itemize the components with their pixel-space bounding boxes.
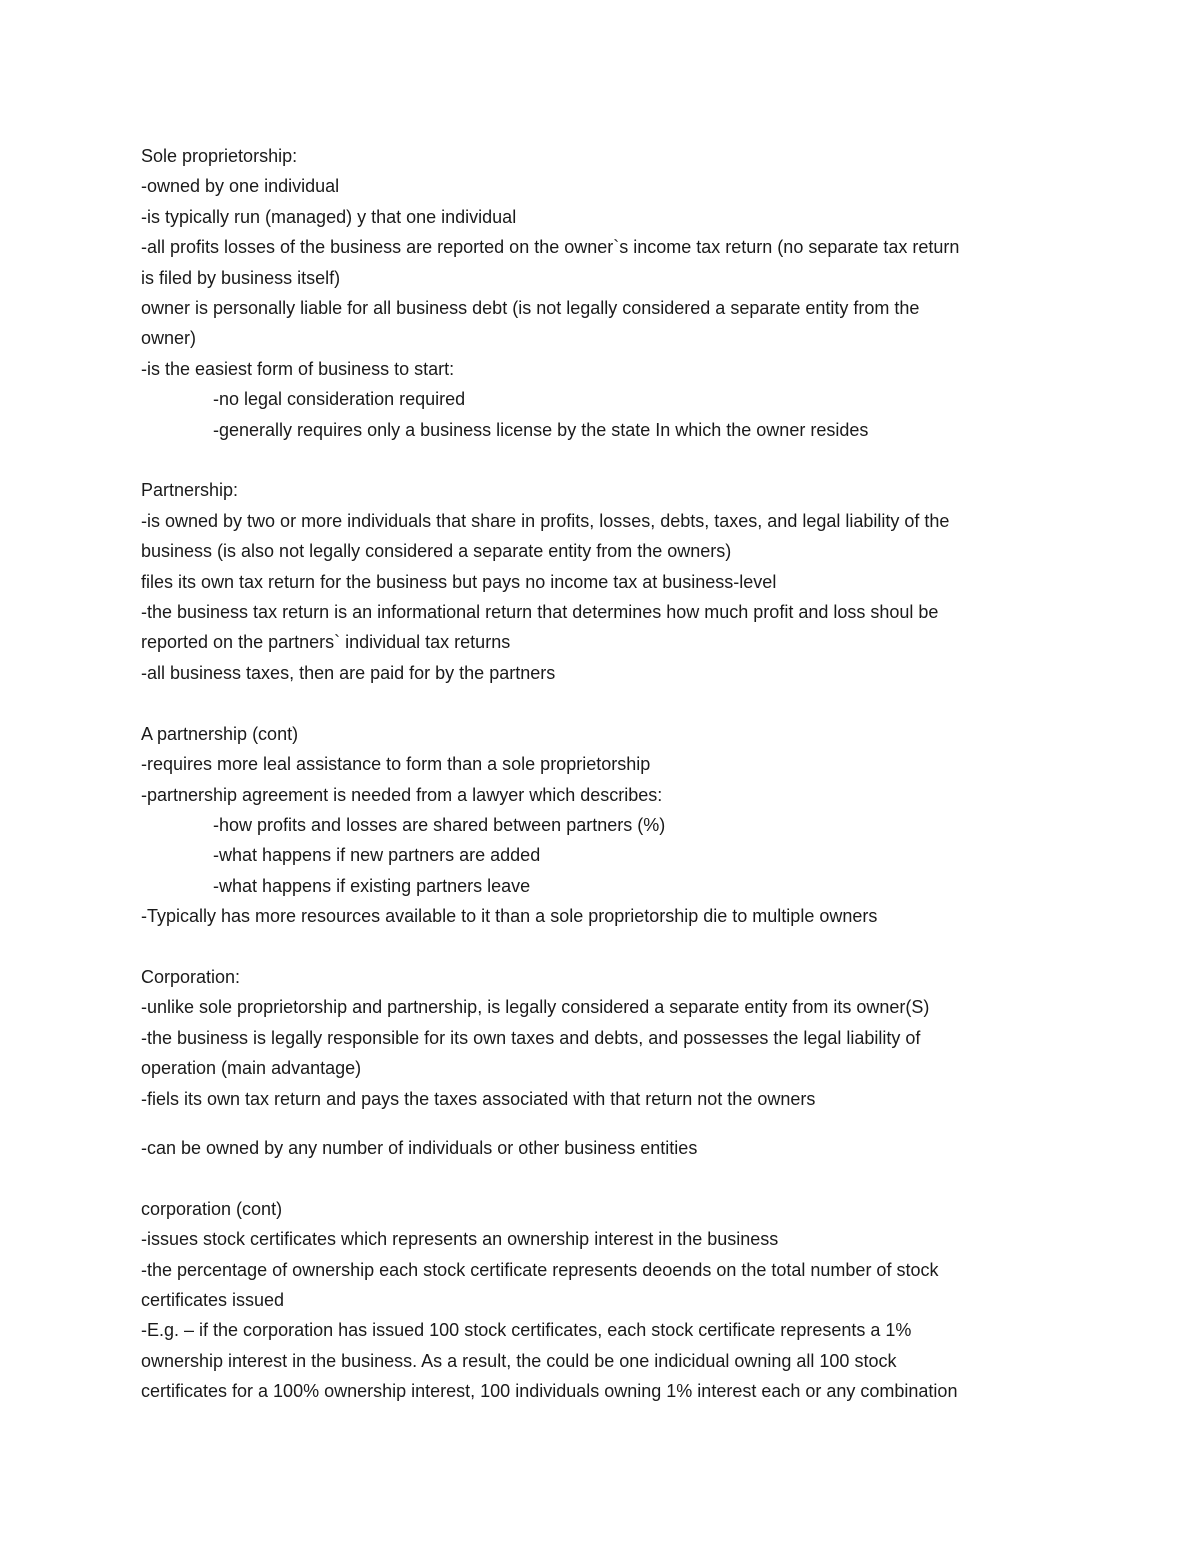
text-line: -E.g. – if the corporation has issued 100 stock certificates, each stock certificate represents a 1% <box>141 1320 912 1341</box>
text-line: operation (main advantage) <box>141 1058 362 1079</box>
text-line: -issues stock certificates which represents an ownership interest in the business <box>141 1229 779 1250</box>
indented-text-line: -what happens if new partners are added <box>213 845 541 866</box>
document-body <box>141 141 1061 1407</box>
indented-text-line: -what happens if existing partners leave <box>213 875 531 896</box>
text-line: -fiels its own tax return and pays the taxes associated with that return not the owners <box>141 1088 816 1109</box>
text-line: -requires more leal assistance to form than a sole proprietorship <box>141 754 651 775</box>
text-line: business (is also not legally considered a separate entity from the owners) <box>141 541 732 562</box>
text-line: reported on the partners` individual tax returns <box>141 632 511 653</box>
paragraph-gap <box>141 1114 1061 1133</box>
paragraph-gap <box>141 445 1061 475</box>
text-line: is filed by business itself) <box>141 267 341 288</box>
text-line: -Typically has more resources available to it than a sole proprietorship die to multiple owners <box>141 906 878 927</box>
text-line: owner) <box>141 328 197 349</box>
text-line: -the percentage of ownership each stock certificate represents deoends on the total number of stock <box>141 1259 939 1280</box>
text-line: -unlike sole proprietorship and partnership, is legally considered a separate entity from its owner(S) <box>141 997 930 1018</box>
indented-text-line: -generally requires only a business license by the state In which the owner resides <box>213 419 869 440</box>
section-heading-partnership-cont: A partnership (cont) <box>141 723 299 744</box>
text-line: owner is personally liable for all business debt (is not legally considered a separate entity from the <box>141 298 920 319</box>
indented-text-line: -how profits and losses are shared between partners (%) <box>213 814 666 835</box>
text-line: files its own tax return for the business but pays no income tax at business-level <box>141 571 777 592</box>
text-line: -is the easiest form of business to start: <box>141 358 455 379</box>
text-line: -the business is legally responsible for its own taxes and debts, and possesses the legal liability of <box>141 1027 921 1048</box>
paragraph-gap <box>141 932 1061 962</box>
indented-text-line: -no legal consideration required <box>213 389 466 410</box>
section-heading-corporation-cont: corporation (cont) <box>141 1198 283 1219</box>
paragraph-gap <box>141 1163 1061 1193</box>
text-line: -all profits losses of the business are reported on the owner`s income tax return (no separate tax return <box>141 237 960 258</box>
text-line: -is owned by two or more individuals that share in profits, losses, debts, taxes, and legal liability of the <box>141 510 950 531</box>
section-heading-sole-proprietorship: Sole proprietorship: <box>141 146 298 166</box>
text-line: -can be owned by any number of individuals or other business entities <box>141 1137 698 1158</box>
text-line: -owned by one individual <box>141 176 340 197</box>
text-line: -the business tax return is an informational return that determines how much profit and loss shoul be <box>141 602 939 623</box>
text-line: -all business taxes, then are paid for by the partners <box>141 662 556 683</box>
section-heading-partnership: Partnership: <box>141 480 239 501</box>
text-line: -partnership agreement is needed from a lawyer which describes: <box>141 784 663 805</box>
text-line: certificates issued <box>141 1289 285 1310</box>
text-line: certificates for a 100% ownership interest, 100 individuals owning 1% interest each or any combination <box>141 1381 958 1402</box>
paragraph-gap <box>141 688 1061 718</box>
section-heading-corporation: Corporation: <box>141 966 241 987</box>
text-line: ownership interest in the business. As a result, the could be one indicidual owning all 100 stock <box>141 1350 897 1371</box>
text-line: -is typically run (managed) y that one individual <box>141 206 517 227</box>
